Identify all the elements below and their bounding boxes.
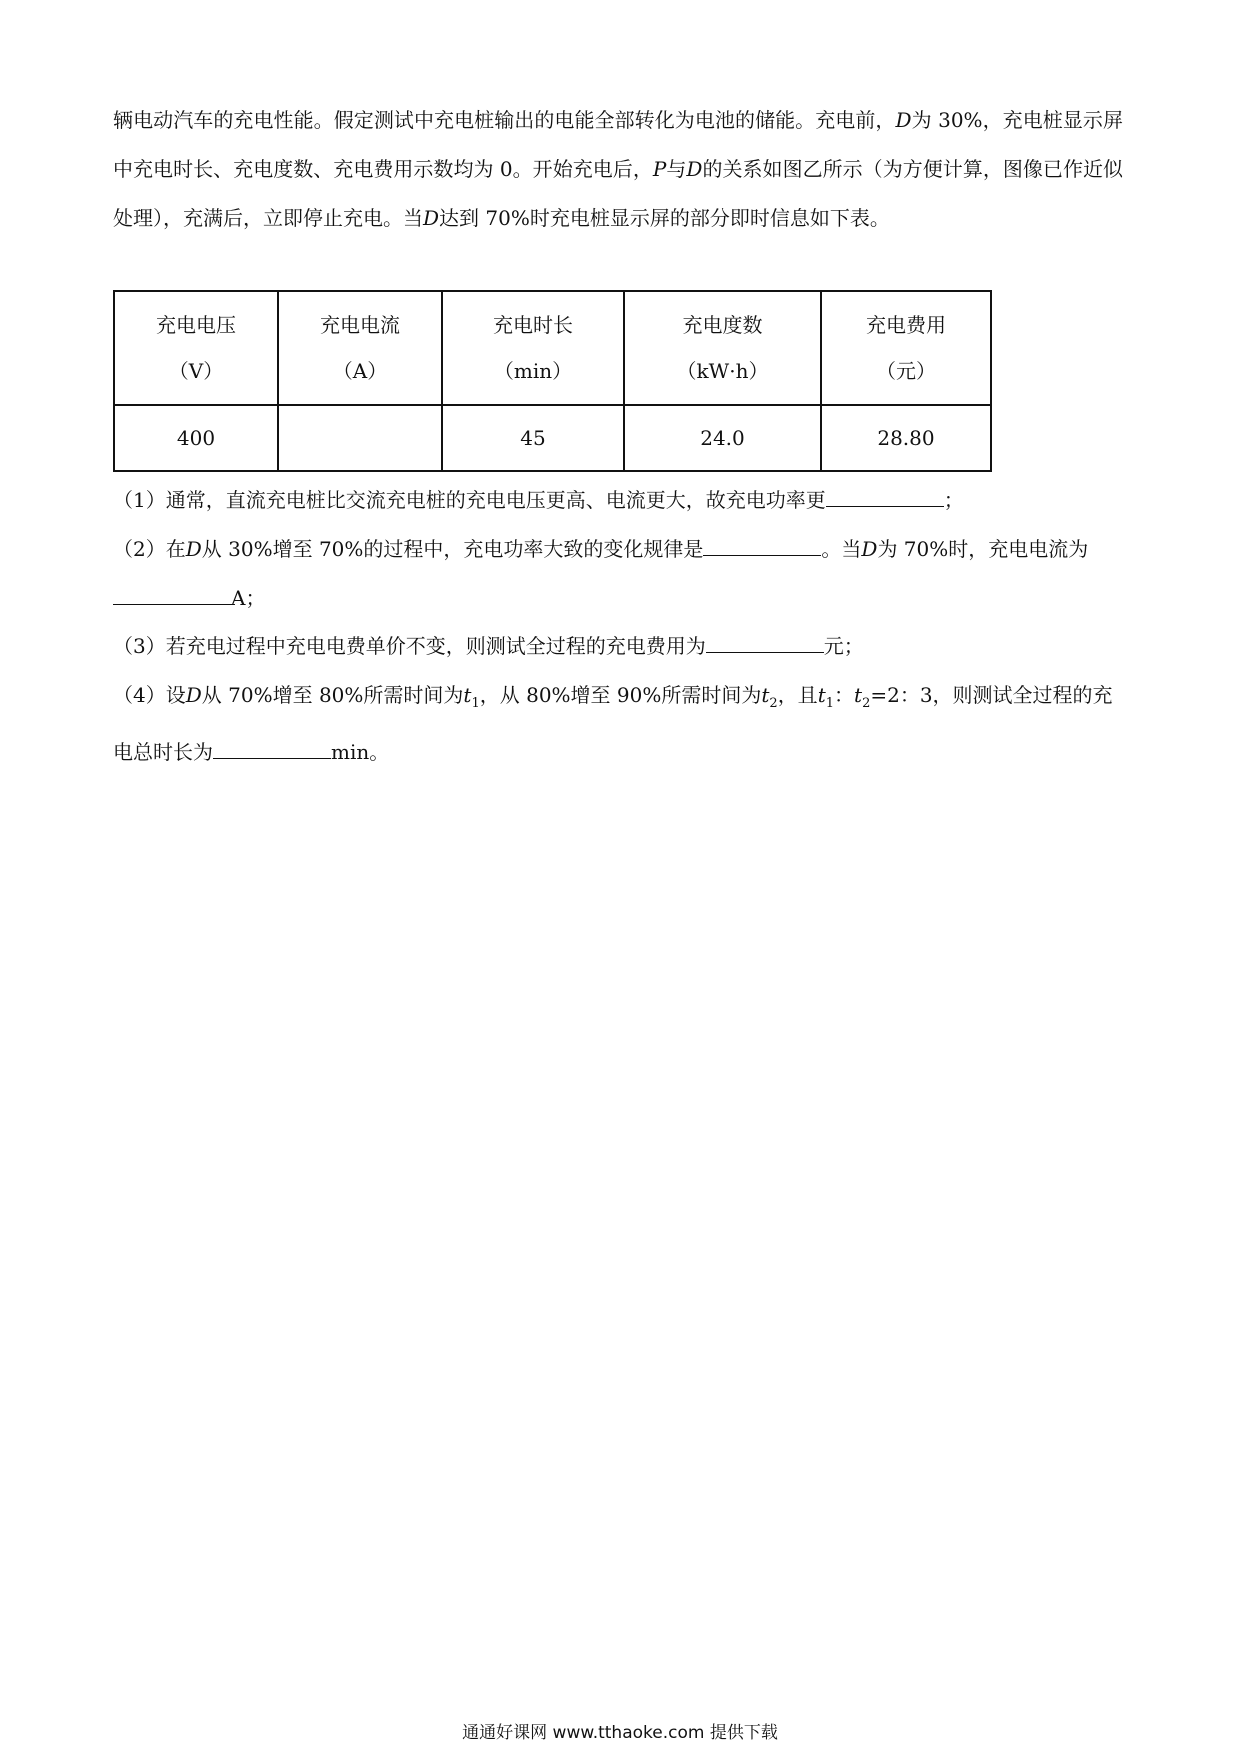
intro-text-4: 的关系如图乙所示（为方便计算，图像已作近似处理），充满后，立即停止充电。当 — [113, 157, 1124, 230]
page-footer: 通通好课网 www.tthaoke.com 提供下载 — [462, 1723, 778, 1743]
table-row — [114, 405, 991, 471]
var-d: D — [895, 108, 912, 132]
value-current — [278, 405, 442, 471]
answer-blank-2a — [703, 533, 821, 556]
question-1: （1）通常，直流充电桩比交流充电桩的充电电压更高、电流更大，故充电功率更 ； — [113, 476, 1123, 525]
intro-text-2: 为 30%，充电桩显示屏中充电时长、充电度数、充电费用示数均为 0。开始充电后， — [113, 108, 1123, 181]
answer-blank-2b — [113, 582, 231, 605]
header-cost: 充电费用 （元） — [821, 291, 991, 405]
header-voltage: 充电电压 （V） — [114, 291, 278, 405]
var-p: P — [652, 157, 667, 181]
answer-blank-3 — [706, 630, 824, 653]
question-3: （3）若充电过程中充电电费单价不变，则测试全过程的充电费用为 元； — [113, 622, 1123, 671]
intro-text-3: 与 — [666, 157, 687, 181]
value-duration: 45 — [442, 405, 624, 471]
question-4: （4）设D从 70%增至 80%所需时间为$t_1$，从 80%增至 90%所需时间为$t_2$，且$t_1$：$t_2=2$：3，则测试全过程的充电总时长为 min。 — [113, 683, 1113, 764]
table-header-row — [114, 291, 991, 405]
value-voltage: 400 — [114, 405, 278, 471]
charging-info-table — [113, 290, 992, 472]
header-current: 充电电流 （A） — [278, 291, 442, 405]
intro-text-1: 辆电动汽车的充电性能。假定测试中充电桩输出的电能全部转化为电池的储能。充电前， — [113, 108, 896, 132]
value-energy: 24.0 — [624, 405, 821, 471]
question-2: （2）在D从 30%增至 70%的过程中，充电功率大致的变化规律是 。当D为 70%时，充电电流为A； — [113, 525, 1123, 623]
intro-text-5: 达到 70%时充电桩显示屏的部分即时信息如下表。 — [439, 206, 890, 230]
intro-paragraph — [113, 96, 1123, 243]
var-d: D — [423, 206, 440, 230]
value-cost: 28.80 — [821, 405, 991, 471]
header-duration: 充电时长 （min） — [442, 291, 624, 405]
answer-blank-1 — [826, 484, 944, 507]
header-energy: 充电度数 （kW·h） — [624, 291, 821, 405]
var-d: D — [686, 157, 703, 181]
answer-blank-4 — [213, 736, 331, 759]
